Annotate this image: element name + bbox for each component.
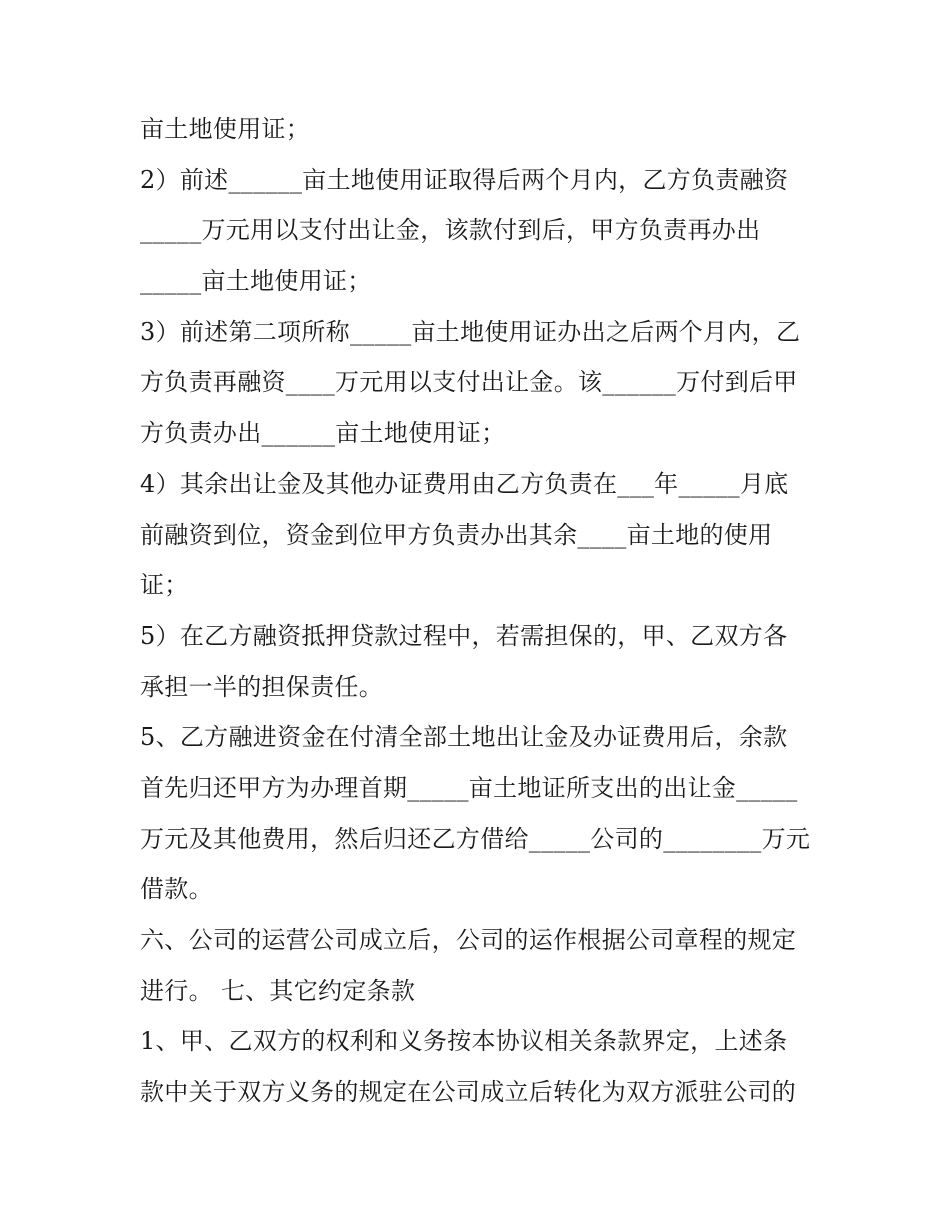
text-line: 3）前述第二项所称_____亩土地使用证办出之后两个月内，乙	[140, 317, 801, 346]
text-line: 方负责再融资____万元用以支付出让金。该______万付到后甲	[140, 368, 798, 397]
text-line: 六、公司的运营公司成立后，公司的运作根据公司章程的规定	[140, 926, 797, 954]
text-line: 亩土地使用证；	[140, 115, 311, 143]
text-line: _____万元用以支付出让金，该款付到后，甲方负责再办出	[140, 216, 761, 245]
text-line: 证；	[140, 571, 189, 600]
text-line: 承担一半的担保责任。	[140, 672, 383, 701]
text-line: 前融资到位，资金到位甲方负责办出其余____亩土地的使用	[140, 520, 773, 549]
text-line: 4）其余出让金及其他办证费用由乙方负责在___年_____月底	[140, 469, 789, 498]
text-line: 首先归还甲方为办理首期_____亩土地证所支出的出让金_____	[140, 773, 798, 802]
text-line: 款中关于双方义务的规定在公司成立后转化为双方派驻公司的	[140, 1078, 797, 1107]
text-line: 借款。	[140, 875, 213, 904]
text-line: 方负责办出______亩土地使用证；	[140, 419, 506, 448]
text-line: 进行。 七、其它约定条款	[140, 976, 416, 1005]
text-line: 万元及其他费用，然后归还乙方借给_____公司的________万元	[140, 824, 811, 853]
text-line: 5）在乙方融资抵押贷款过程中，若需担保的，甲、乙双方各	[140, 621, 788, 650]
text-line: 2）前述______亩土地使用证取得后两个月内，乙方负责融资	[140, 165, 789, 194]
text-line: _____亩土地使用证；	[140, 267, 372, 296]
text-line: 5、乙方融进资金在付清全部土地出让金及办证费用后，余款	[140, 723, 788, 752]
text-line: 1、甲、乙双方的权利和义务按本协议相关条款界定，上述条	[140, 1027, 788, 1056]
document-body	[140, 104, 820, 1118]
